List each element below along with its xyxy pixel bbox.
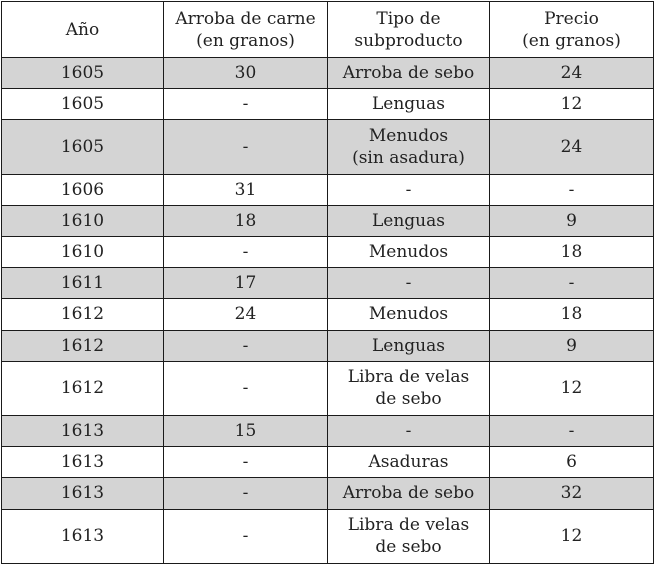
cell-byproduct-type: Arroba de sebo xyxy=(328,478,490,509)
table-row xyxy=(2,237,654,268)
table-row xyxy=(2,416,654,447)
cell-price: 12 xyxy=(490,89,654,120)
table-row xyxy=(2,478,654,509)
table-row xyxy=(2,361,654,415)
cell-meat-arroba: 24 xyxy=(164,299,328,330)
cell-price: 12 xyxy=(490,509,654,563)
cell-year: 1606 xyxy=(2,174,164,205)
table-row xyxy=(2,120,654,174)
table-row xyxy=(2,58,654,89)
header-byproduct-type: Tipo de subproducto xyxy=(328,2,490,58)
cell-meat-arroba: - xyxy=(164,509,328,563)
table-row xyxy=(2,174,654,205)
cell-byproduct-type: Lenguas xyxy=(328,205,490,236)
cell-byproduct-type: Lenguas xyxy=(328,330,490,361)
table-row xyxy=(2,509,654,563)
table-row xyxy=(2,447,654,478)
cell-meat-arroba: - xyxy=(164,237,328,268)
cell-year: 1612 xyxy=(2,299,164,330)
cell-year: 1610 xyxy=(2,205,164,236)
cell-byproduct-type: Lenguas xyxy=(328,89,490,120)
cell-meat-arroba: - xyxy=(164,478,328,509)
cell-byproduct-type: - xyxy=(328,268,490,299)
table-row xyxy=(2,330,654,361)
cell-meat-arroba: 30 xyxy=(164,58,328,89)
cell-price: 9 xyxy=(490,205,654,236)
cell-byproduct-type: Libra de velas de sebo xyxy=(328,361,490,415)
table-row xyxy=(2,299,654,330)
header-year: Año xyxy=(2,2,164,58)
cell-price: - xyxy=(490,174,654,205)
cell-year: 1613 xyxy=(2,416,164,447)
cell-meat-arroba: - xyxy=(164,89,328,120)
cell-year: 1613 xyxy=(2,478,164,509)
cell-byproduct-type: - xyxy=(328,174,490,205)
price-table xyxy=(1,1,654,564)
header-meat-arroba: Arroba de carne (en granos) xyxy=(164,2,328,58)
cell-price: 12 xyxy=(490,361,654,415)
cell-price: 9 xyxy=(490,330,654,361)
cell-year: 1610 xyxy=(2,237,164,268)
table-row xyxy=(2,268,654,299)
cell-year: 1612 xyxy=(2,330,164,361)
cell-byproduct-type: - xyxy=(328,416,490,447)
cell-byproduct-type: Menudos xyxy=(328,299,490,330)
cell-meat-arroba: 15 xyxy=(164,416,328,447)
cell-price: 32 xyxy=(490,478,654,509)
cell-price: - xyxy=(490,268,654,299)
cell-meat-arroba: 17 xyxy=(164,268,328,299)
cell-price: - xyxy=(490,416,654,447)
cell-price: 24 xyxy=(490,120,654,174)
cell-price: 18 xyxy=(490,237,654,268)
cell-year: 1605 xyxy=(2,120,164,174)
cell-meat-arroba: - xyxy=(164,361,328,415)
cell-price: 6 xyxy=(490,447,654,478)
cell-byproduct-type: Libra de velas de sebo xyxy=(328,509,490,563)
cell-year: 1611 xyxy=(2,268,164,299)
table-row xyxy=(2,205,654,236)
cell-byproduct-type: Menudos (sin asadura) xyxy=(328,120,490,174)
cell-byproduct-type: Asaduras xyxy=(328,447,490,478)
cell-year: 1613 xyxy=(2,447,164,478)
cell-price: 24 xyxy=(490,58,654,89)
cell-byproduct-type: Menudos xyxy=(328,237,490,268)
cell-year: 1605 xyxy=(2,89,164,120)
header-row xyxy=(2,2,654,58)
cell-meat-arroba: - xyxy=(164,447,328,478)
cell-price: 18 xyxy=(490,299,654,330)
cell-meat-arroba: 31 xyxy=(164,174,328,205)
cell-year: 1612 xyxy=(2,361,164,415)
table-row xyxy=(2,89,654,120)
cell-year: 1605 xyxy=(2,58,164,89)
cell-byproduct-type: Arroba de sebo xyxy=(328,58,490,89)
header-price: Precio (en granos) xyxy=(490,2,654,58)
cell-meat-arroba: - xyxy=(164,120,328,174)
table-body xyxy=(2,58,654,564)
cell-meat-arroba: - xyxy=(164,330,328,361)
cell-year: 1613 xyxy=(2,509,164,563)
cell-meat-arroba: 18 xyxy=(164,205,328,236)
